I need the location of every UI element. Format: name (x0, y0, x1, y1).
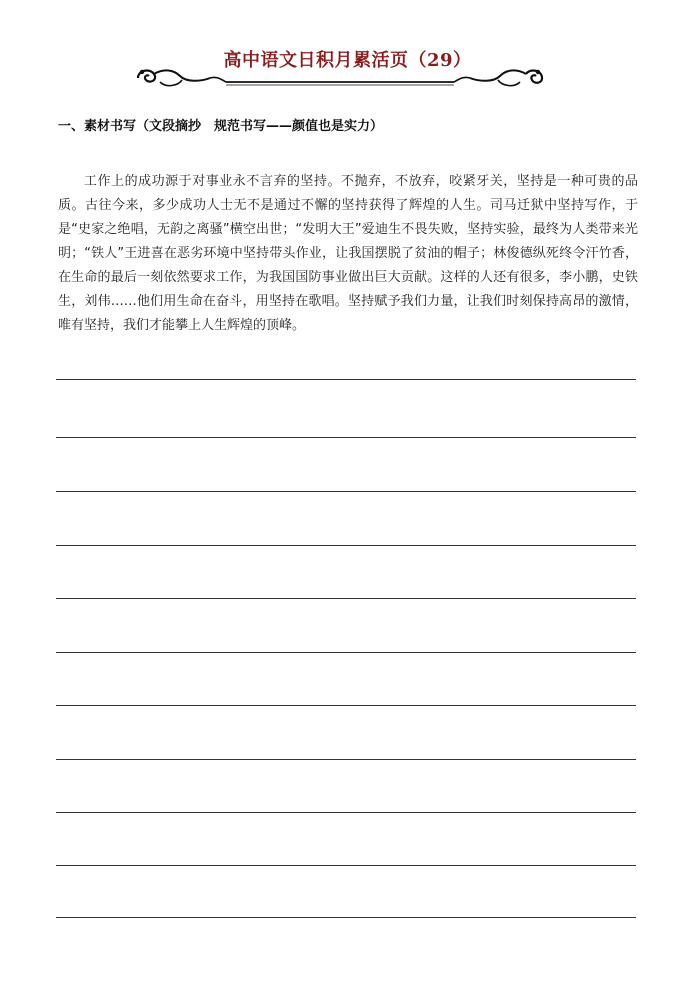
writing-line (56, 705, 636, 706)
writing-line (56, 759, 636, 760)
writing-line (56, 865, 636, 866)
writing-line (56, 379, 636, 380)
writing-line (56, 598, 636, 599)
writing-line (56, 917, 636, 918)
writing-line (56, 545, 636, 546)
page-title: 高中语文日积月累活页（29） (223, 50, 472, 71)
passage-text: 工作上的成功源于对事业永不言弃的坚持。不抛弃，不放弃，咬紧牙关，坚持是一种可贵的品质。古往今来，多少成功人士无不是通过不懈的坚持获得了辉煌的人生。司马迁狱中坚持写作，于是“史家之绝唱，无韵之离骚”横空出世；“发明大王”爱迪生不畏失败，坚持实验，最终为人类带来光明；“铁人”王进喜在恶劣环境中坚持带头作业，让我国摆脱了贫油的帽子；林俊德纵死终令汗竹香，在生命的最后一刻依然要求工作，为我国国防事业做出巨大贡献。这样的人还有很多，李小鹏，史铁生，刘伟……他们用生命在奋斗，用坚持在歌唱。坚持赋予我们力量，让我们时刻保持高昂的激情，唯有坚持，我们才能攀上人生辉煌的顶峰。 (58, 174, 638, 333)
writing-line (56, 437, 636, 438)
writing-line (56, 812, 636, 813)
writing-lines (56, 0, 636, 983)
section-heading: 一、素材书写（文段摘抄 规范书写——颜值也是实力） (58, 119, 384, 134)
writing-line (56, 491, 636, 492)
writing-line (56, 652, 636, 653)
